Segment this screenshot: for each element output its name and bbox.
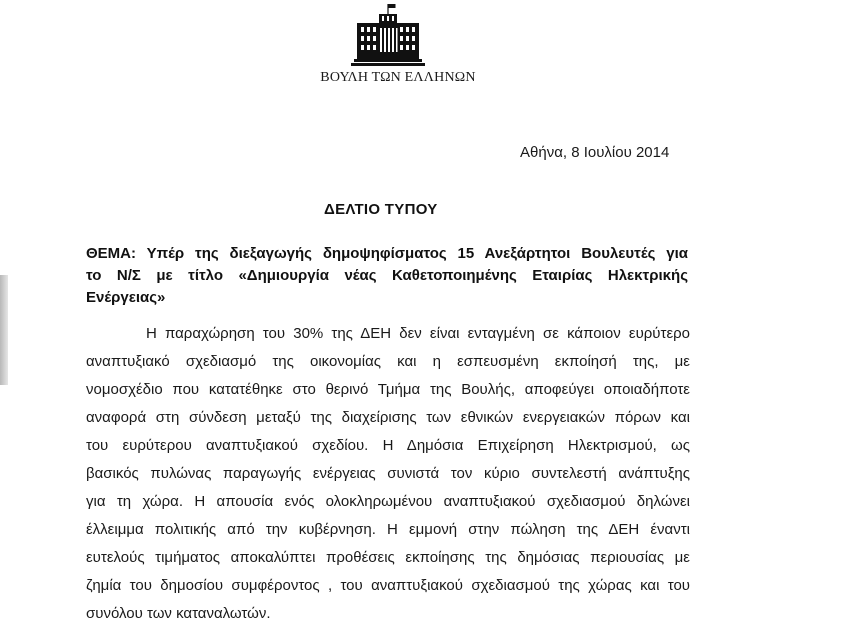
body-line: αναπτυξιακό σχεδιασμό της οικονομίας και η εσπευσμένη εκποίησή της, με	[86, 353, 690, 370]
body-paragraph	[86, 320, 690, 628]
scan-edge-shadow	[0, 275, 8, 385]
parliament-building-icon	[351, 2, 425, 68]
subject-block	[86, 243, 688, 309]
body-line: έλλειμμα πολιτικής από την κυβέρνηση. Η εμμονή στην πώληση της ΔΕΗ έναντι	[86, 521, 690, 538]
institution-name: ΒΟΥΛΗ ΤΩΝ ΕΛΛΗΝΩΝ	[320, 70, 476, 85]
document-date: Αθήνα, 8 Ιουλίου 2014	[520, 144, 670, 161]
subject-line: ΘΕΜΑ: Υπέρ της διεξαγωγής δημοψηφίσματος 15 Ανεξάρτητοι Βουλευτές για	[86, 245, 688, 262]
document-title: ΔΕΛΤΙΟ ΤΥΠΟΥ	[324, 201, 438, 218]
body-line: Η παραχώρηση του 30% της ΔΕΗ δεν είναι ενταγμένη σε κάποιον ευρύτερο	[146, 325, 690, 342]
subject-line: το Ν/Σ με τίτλο «Δημιουργία νέας Καθετοποιημένης Εταιρίας Ηλεκτρικής	[86, 267, 688, 284]
body-line: του ευρύτερου αναπτυξιακού σχεδίου. Η Δημόσια Επιχείρηση Ηλεκτρισμού, ως	[86, 437, 690, 454]
body-line: ευτελούς τιμήματος αποκαλύπτει προθέσεις εκποίησης της δημόσιας περιουσίας με	[86, 549, 690, 566]
subject-line: Ενέργειας»	[86, 289, 166, 306]
body-line: βασικός πυλώνας παραγωγής ενέργειας συνιστά τον κύριο συντελεστή ανάπτυξης	[86, 465, 690, 482]
body-line: ζημία του δημοσίου συμφέροντος , του αναπτυξιακού σχεδιασμού της χώρας και του	[86, 577, 690, 594]
body-line: για τη χώρα. Η απουσία ενός ολοκληρωμένου αναπτυξιακού σχεδιασμού δηλώνει	[86, 493, 690, 510]
body-line: νομοσχέδιο που κατατέθηκε στο θερινό Τμήμα της Βουλής, αποφεύγει οποιαδήποτε	[86, 381, 690, 398]
body-line: αναφορά στη σύνδεση μεταξύ της διαχείρισης των εθνικών ενεργειακών πόρων και	[86, 409, 690, 426]
body-line: συνόλου των καταναλωτών.	[86, 605, 271, 622]
